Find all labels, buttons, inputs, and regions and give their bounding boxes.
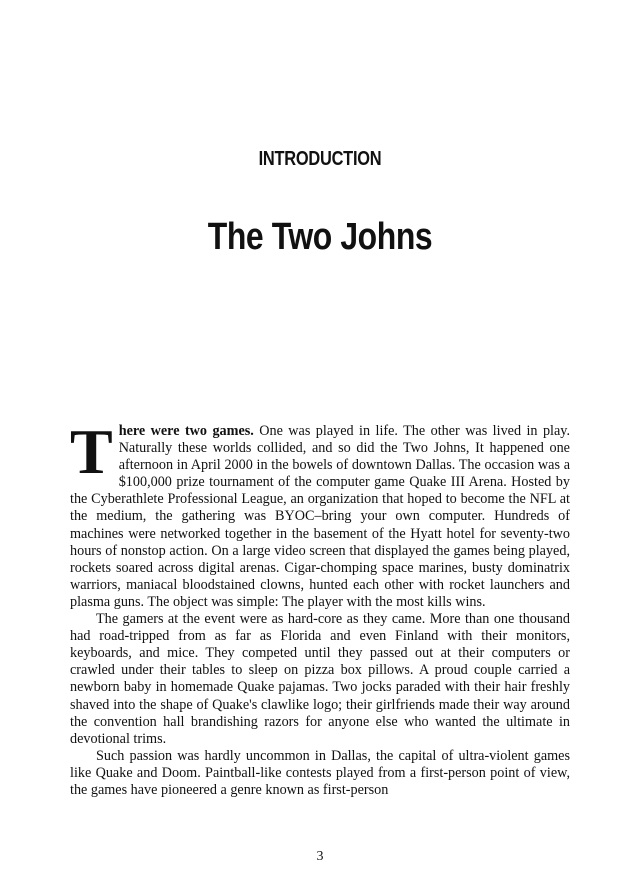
lead-in: here were two games. xyxy=(118,423,254,439)
page-number: 3 xyxy=(316,849,324,864)
body-text xyxy=(70,416,570,799)
chapter-title: The Two Johns xyxy=(207,216,433,258)
chapter-kicker: INTRODUCTION xyxy=(258,148,382,170)
paragraph-1 xyxy=(70,416,570,611)
paragraph-3: Such passion was hardly uncommon in Dallas, the capital of ultra-violent games like Quake and Doom. Paintball-like contests played from a first-person point of view, the games have pioneered a genre known as first-person xyxy=(70,747,570,798)
drop-cap: T xyxy=(70,416,113,487)
paragraph-1-text: One was played in life. The other was lived in play. Naturally these worlds collided, and so did the Two Johns, It happened one afternoon in April 2000 in the bowels of downtown Dallas. The occasion was a $100,000 prize tournament of the computer game Quake III Arena. Hosted by the Cyberathlete Professional League, an organization that hoped to become the NFL at the medium, the gathering was BYOC–bring your own computer. Hundreds of machines were networked together in the basement of the Hyatt hotel for seventy-two hours of nonstop action. On a large video screen that displayed the games being played, rockets soared across digital arenas. Cigar-chomping space marines, busty dominatrix warriors, maniacal bloodstained clowns, hunted each other with rocket launchers and plasma guns. The object was simple: The player with the most kills wins. xyxy=(70,423,570,610)
paragraph-2: The gamers at the event were as hard-core as they came. More than one thousand had road-tripped from as far as Florida and even Finland with their monitors, keyboards, and mice. They competed until they passed out at their computers or crawled under their tables to sleep on pizza box pillows. A proud couple carried a newborn baby in homemade Quake pajamas. Two jocks paraded with their hair freshly shaved into the shape of Quake's clawlike logo; their girlfriends made their way around the convention hall brandishing razors for anyone else who wanted the ultimate in devotional trims. xyxy=(70,611,570,747)
